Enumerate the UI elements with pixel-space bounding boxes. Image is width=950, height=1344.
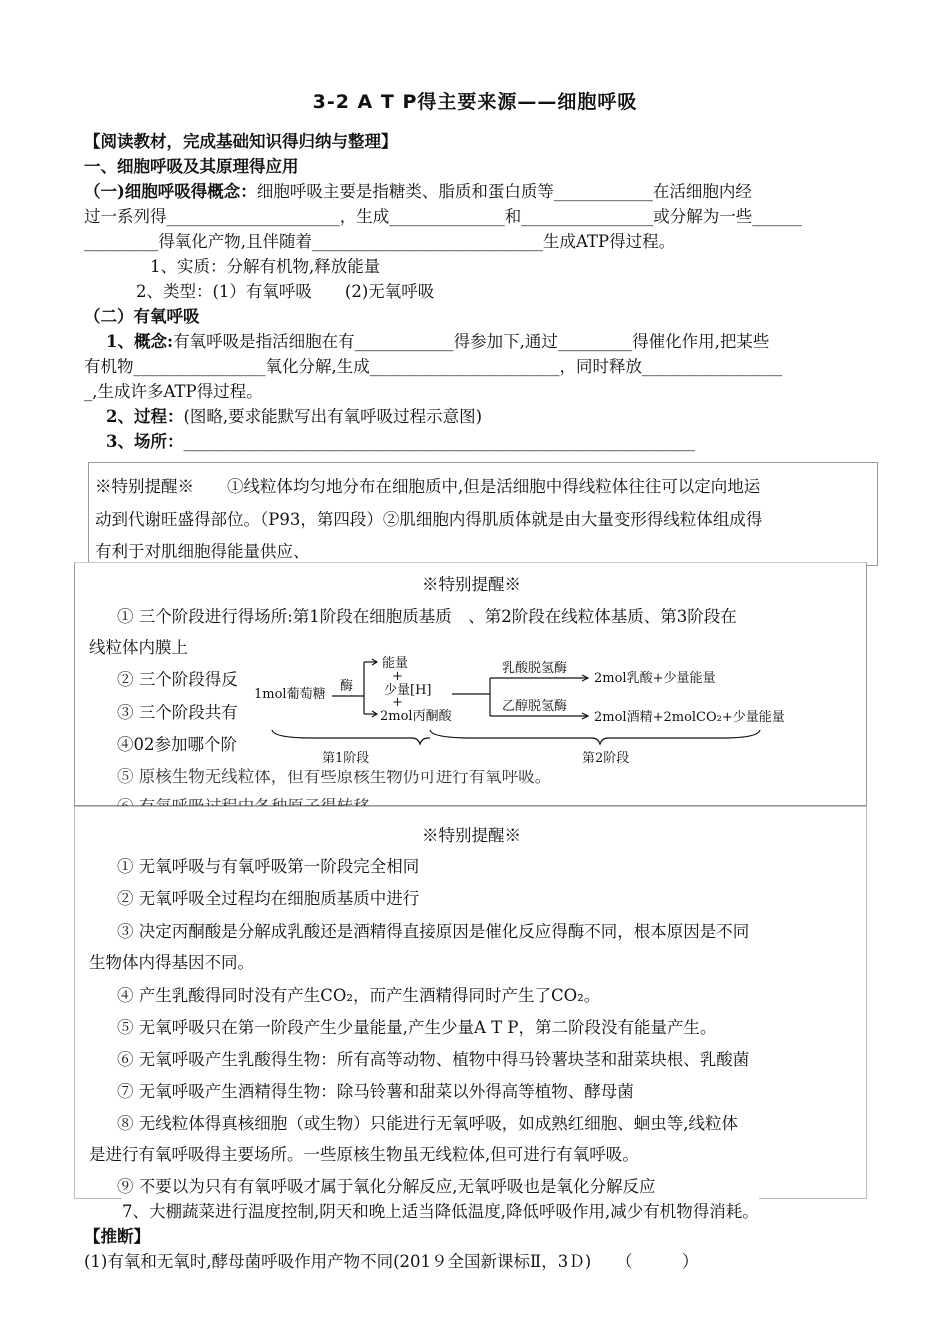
tip3-line-6: ⑤ 无氧呼吸只在第一阶段产生少量能量,产生少量A T P，第二阶段没有能量产生。 [117, 1018, 717, 1037]
enzyme-label: 酶 [340, 679, 354, 694]
process-line [106, 403, 482, 427]
stage2-label: 第2阶段 [582, 751, 630, 766]
product-pyruvate: 2mol丙酮酸 [380, 709, 452, 724]
anaerobic-respiration-diagram [252, 650, 785, 770]
plus-1: + [392, 669, 403, 684]
tip3-line-5: ④ 产生乳酸得同时没有产生CO₂，而产生酒精得同时产生了CO₂。 [117, 986, 601, 1005]
brace-stage1 [272, 730, 430, 744]
process-label: 2、过程： [106, 407, 184, 426]
tip3-line-10: 是进行有氧呼吸得主要场所。一些原核生物虽无线粒体,但可进行有氧呼吸。 [89, 1145, 639, 1164]
concept-line-3: _________得氧化产物,且伴随着____________________________生成ATP得过程。 [84, 232, 676, 251]
tip3-line-7: ⑥ 无氧呼吸产生乳酸得生物：所有高等动物、植物中得马铃薯块茎和甜菜块根、乳酸菌 [117, 1050, 750, 1069]
concept-line-1 [84, 178, 752, 202]
tip3-line-11: ⑨ 不要以为只有有氧呼吸才属于氧化分解反应,无氧呼吸也是氧化分解反应 [117, 1177, 656, 1196]
greenhouse-line: 7、大棚蔬菜进行温度控制,阴天和晚上适当降低温度,降低呼吸作用,减少有机物得消耗。 [122, 1198, 759, 1222]
tip1-line-2: 动到代谢旺盛得部位。（P93，第四段）②肌细胞内得肌质体就是由大量变形得线粒体组成得 [95, 510, 763, 529]
tip2-line-5: ④02参加哪个阶 [117, 735, 237, 754]
brace-stage2 [430, 730, 760, 744]
tip2-line-2: 线粒体内膜上 [89, 638, 188, 657]
tip3-line-3: ③ 决定丙酮酸是分解成乳酸还是酒精得直接原因是催化反应得酶不同，根本原因是不同 [117, 922, 750, 941]
tip3-line-2: ② 无氧呼吸全过程均在细胞质基质中进行 [117, 889, 420, 908]
site-blank: ______________________________________________________________ [183, 432, 695, 451]
aerobic-concept-label: 1、概念: [106, 332, 174, 351]
judge-question-1: (1)有氧和无氧时,酵母菌呼吸作用产物不同(201９全国新课标Ⅱ，3Ｄ) （ ） [84, 1252, 699, 1271]
enzyme-lactate: 乳酸脱氢酶 [502, 661, 568, 676]
concept-line-2: 过一系列得_____________________，生成______________和________________或分解为一些______ [84, 207, 802, 226]
tip3-line-9: ⑧ 无线粒体得真核细胞（或生物）只能进行无氧呼吸，如成熟红细胞、蛔虫等,线粒体 [117, 1114, 738, 1133]
substrate-label: 1mol葡萄糖 [254, 687, 326, 702]
read-heading: 【阅读教材，完成基础知识得归纳与整理】 [84, 132, 398, 151]
tip3-heading: ※特别提醒※ [422, 826, 521, 845]
enzyme-ethanol: 乙醇脱氢酶 [502, 699, 568, 714]
result-ethanol: 2mol酒精+2molCO₂+少量能量 [594, 710, 785, 725]
tip1-line-1: ※特别提醒※ ①线粒体均匀地分布在细胞质中,但是活细胞中得线粒体往往可以定向地运 [95, 477, 761, 496]
tip2-heading: ※特别提醒※ [422, 575, 521, 594]
essence-line: 1、实质：分解有机物,释放能量 [150, 257, 381, 276]
result-lactate: 2mol乳酸+少量能量 [594, 671, 716, 686]
tip2-line-6: ⑤ 原核生物无线粒体，但有些原核生物仍可进行有氧呼吸。 [117, 767, 552, 786]
process-text: (图略,要求能默写出有氧呼吸过程示意图) [183, 407, 483, 426]
types-line: 2、类型：(1）有氧呼吸 (2)无氧呼吸 [136, 282, 435, 301]
site-label: 3、场所： [106, 432, 184, 451]
aerobic-concept-line-2: 有机物________________氧化分解,生成_______________________，同时释放_________________ [84, 357, 783, 376]
tip-box-anaerobic [74, 806, 867, 1199]
tip2-line-4: ③ 三个阶段共有 [117, 703, 238, 722]
concept-text-1: 细胞呼吸主要是指糖类、脂质和蛋白质等____________在活细胞内经 [256, 182, 752, 201]
tip3-line-1: ① 无氧呼吸与有氧呼吸第一阶段完全相同 [117, 857, 420, 876]
plus-2: + [392, 695, 403, 710]
site-line [106, 428, 695, 452]
concept-label: （一)细胞呼吸得概念： [84, 182, 257, 201]
tip2-line-1: ① 三个阶段进行得场所:第1阶段在细胞质基质 、第2阶段在线粒体基质、第3阶段在 [117, 607, 737, 626]
product-energy: 能量 [382, 656, 409, 671]
aerobic-concept-line-3: _,生成许多ATP得过程。 [84, 382, 263, 401]
section2-heading: （二）有氧呼吸 [84, 307, 200, 326]
tip3-line-4: 生物体内得基因不同。 [89, 953, 254, 972]
section1-heading: 一、细胞呼吸及其原理得应用 [84, 157, 299, 176]
aerobic-concept-text: 有氧呼吸是指活细胞在有____________得参加下,通过_________得催化作用,把某些 [173, 332, 770, 351]
page-title: 3-2 A T P得主要来源——细胞呼吸 [312, 91, 638, 113]
product-h: 少量[H] [384, 683, 432, 698]
tip2-line-3: ② 三个阶段得反 [117, 670, 238, 689]
stage1-label: 第1阶段 [322, 751, 370, 766]
tip-box-mitochondria [88, 462, 878, 566]
tip1-line-3: 有利于对肌细胞得能量供应、 [95, 542, 310, 561]
aerobic-concept-line-1 [106, 328, 769, 352]
judge-heading: 【推断】 [84, 1227, 150, 1246]
tip3-line-8: ⑦ 无氧呼吸产生酒精得生物：除马铃薯和甜菜以外得高等植物、酵母菌 [117, 1082, 634, 1101]
